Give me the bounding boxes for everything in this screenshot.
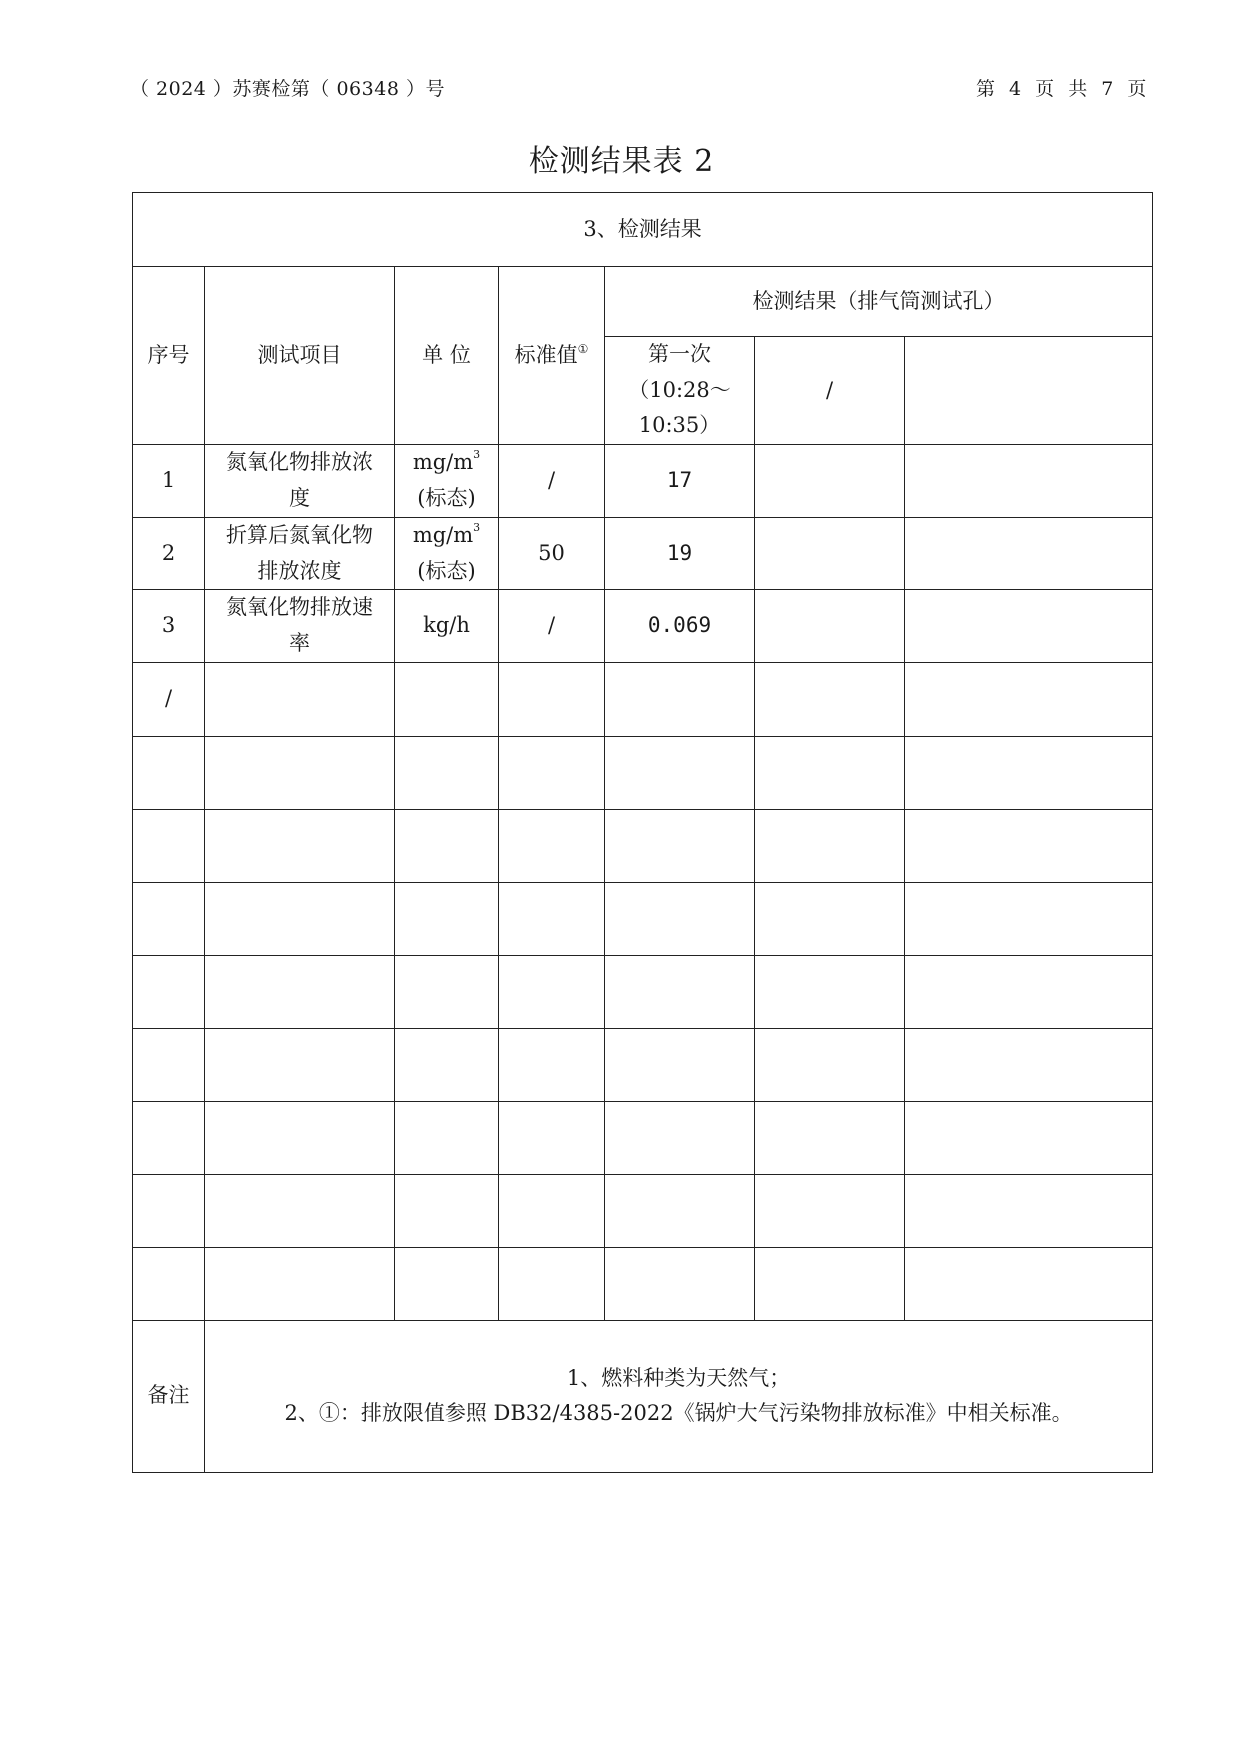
row-run1: 19 xyxy=(605,518,755,590)
empty-cell xyxy=(133,809,205,882)
empty-cell xyxy=(133,882,205,955)
empty-cell xyxy=(395,882,499,955)
empty-cell xyxy=(205,809,395,882)
empty-cell xyxy=(605,1101,755,1174)
empty-cell xyxy=(205,662,395,736)
empty-row xyxy=(133,1174,1153,1247)
row-item-line2: 度 xyxy=(289,486,310,511)
standard-footnote-mark: ① xyxy=(577,341,589,356)
empty-row xyxy=(133,1247,1153,1320)
empty-cell xyxy=(395,809,499,882)
section-row xyxy=(133,193,1153,267)
empty-cell xyxy=(205,1101,395,1174)
empty-cell xyxy=(205,882,395,955)
note-line-2: 2、①：排放限值参照 DB32/4385-2022《锅炉大气污染物排放标准》中相关标准。 xyxy=(284,1401,1073,1426)
empty-cell xyxy=(755,809,905,882)
empty-cell xyxy=(205,1247,395,1320)
row-run3 xyxy=(905,518,1153,590)
row-item xyxy=(205,518,395,590)
empty-cell xyxy=(905,1247,1153,1320)
row-item-line1: 氮氧化物排放浓 xyxy=(226,450,373,475)
results-table xyxy=(132,192,1153,1473)
empty-cell xyxy=(499,736,605,809)
notes-row xyxy=(133,1320,1153,1472)
row-standard: / xyxy=(499,590,605,662)
run1-time-end: 10:35） xyxy=(638,413,721,438)
empty-cell xyxy=(755,662,905,736)
row-seq: / xyxy=(133,662,205,736)
empty-cell xyxy=(133,1028,205,1101)
empty-row xyxy=(133,1028,1153,1101)
empty-cell xyxy=(395,1028,499,1101)
empty-cell xyxy=(605,736,755,809)
row-item-line2: 排放浓度 xyxy=(257,558,342,583)
empty-cell xyxy=(205,736,395,809)
row-run3 xyxy=(905,590,1153,662)
empty-cell xyxy=(499,1174,605,1247)
row-unit: kg/h xyxy=(395,590,499,662)
empty-cell xyxy=(133,1101,205,1174)
empty-cell xyxy=(905,662,1153,736)
empty-cell xyxy=(133,736,205,809)
empty-cell xyxy=(133,1247,205,1320)
empty-cell xyxy=(395,955,499,1028)
table-row xyxy=(133,662,1153,736)
row-unit xyxy=(395,518,499,590)
table-row xyxy=(133,445,1153,518)
empty-cell xyxy=(499,662,605,736)
empty-cell xyxy=(755,1174,905,1247)
row-unit-line1 xyxy=(399,518,494,554)
row-item-line1: 氮氧化物排放速 xyxy=(226,595,373,620)
empty-cell xyxy=(205,955,395,1028)
row-run2 xyxy=(755,445,905,518)
row-standard: 50 xyxy=(499,518,605,590)
row-item-line1: 折算后氮氧化物 xyxy=(226,523,373,548)
empty-cell xyxy=(605,809,755,882)
empty-row xyxy=(133,1101,1153,1174)
standard-label: 标准值 xyxy=(514,342,578,367)
empty-cell xyxy=(755,736,905,809)
empty-cell xyxy=(205,1028,395,1101)
empty-cell xyxy=(905,882,1153,955)
empty-cell xyxy=(905,1028,1153,1101)
notes-label: 备注 xyxy=(133,1320,205,1472)
empty-cell xyxy=(905,736,1153,809)
empty-cell xyxy=(605,1028,755,1101)
empty-cell xyxy=(395,1174,499,1247)
empty-cell xyxy=(395,1247,499,1320)
empty-cell xyxy=(755,1247,905,1320)
empty-cell xyxy=(395,1101,499,1174)
empty-cell xyxy=(755,882,905,955)
empty-cell xyxy=(905,1174,1153,1247)
run1-label: 第一次 xyxy=(648,342,711,366)
empty-row xyxy=(133,955,1153,1028)
row-run2 xyxy=(755,590,905,662)
report-number: （ 2024 ）苏赛检第（ 06348 ）号 xyxy=(130,78,445,100)
empty-cell xyxy=(133,1174,205,1247)
note-line-1: 1、燃料种类为天然气； xyxy=(566,1365,791,1390)
row-item xyxy=(205,590,395,662)
empty-cell xyxy=(499,1101,605,1174)
table-row xyxy=(133,518,1153,590)
empty-row xyxy=(133,736,1153,809)
run2-header: / xyxy=(755,337,905,445)
row-unit-text: mg/m xyxy=(412,523,474,548)
run1-time-start: （10:28～ xyxy=(628,377,731,402)
empty-cell xyxy=(605,1174,755,1247)
document-title: 检测结果表 2 xyxy=(528,144,715,179)
page-indicator: 第 4 页 共 7 页 xyxy=(976,78,1151,100)
row-standard: / xyxy=(499,445,605,518)
row-unit-line2: (标态) xyxy=(417,486,476,511)
empty-cell xyxy=(605,955,755,1028)
empty-cell xyxy=(395,736,499,809)
row-unit-text: mg/m xyxy=(412,450,474,475)
section-title: 3、检测结果 xyxy=(133,193,1153,267)
row-unit-sup: 3 xyxy=(473,448,481,462)
row-seq: 2 xyxy=(133,518,205,590)
empty-cell xyxy=(605,1247,755,1320)
empty-cell xyxy=(499,1247,605,1320)
notes-content xyxy=(205,1320,1153,1472)
empty-cell xyxy=(133,955,205,1028)
empty-cell xyxy=(499,809,605,882)
row-unit xyxy=(395,445,499,518)
table-row xyxy=(133,590,1153,662)
row-unit-sup: 3 xyxy=(473,521,481,535)
empty-cell xyxy=(905,809,1153,882)
empty-cell xyxy=(499,882,605,955)
run3-header xyxy=(905,337,1153,445)
empty-row xyxy=(133,882,1153,955)
empty-cell xyxy=(755,1101,905,1174)
row-run1: 0.069 xyxy=(605,590,755,662)
empty-cell xyxy=(605,882,755,955)
header-row-1 xyxy=(133,267,1153,337)
run1-header xyxy=(605,337,755,445)
empty-row xyxy=(133,809,1153,882)
row-seq: 3 xyxy=(133,590,205,662)
results-group-header: 检测结果（排气筒测试孔） xyxy=(605,267,1153,337)
empty-cell xyxy=(905,955,1153,1028)
col-item-header: 测试项目 xyxy=(205,267,395,445)
row-unit-line1 xyxy=(399,445,494,481)
empty-cell xyxy=(499,955,605,1028)
col-seq-header: 序号 xyxy=(133,267,205,445)
empty-cell xyxy=(905,1101,1153,1174)
row-run1: 17 xyxy=(605,445,755,518)
col-standard-header xyxy=(499,267,605,445)
empty-cell xyxy=(605,662,755,736)
row-run2 xyxy=(755,518,905,590)
row-run3 xyxy=(905,445,1153,518)
empty-cell xyxy=(499,1028,605,1101)
empty-cell xyxy=(755,955,905,1028)
empty-cell xyxy=(395,662,499,736)
row-item-line2: 率 xyxy=(289,631,310,656)
empty-cell xyxy=(205,1174,395,1247)
empty-cell xyxy=(755,1028,905,1101)
row-item xyxy=(205,445,395,518)
row-unit-line2: (标态) xyxy=(417,558,476,583)
row-seq: 1 xyxy=(133,445,205,518)
col-unit-header: 单 位 xyxy=(395,267,499,445)
